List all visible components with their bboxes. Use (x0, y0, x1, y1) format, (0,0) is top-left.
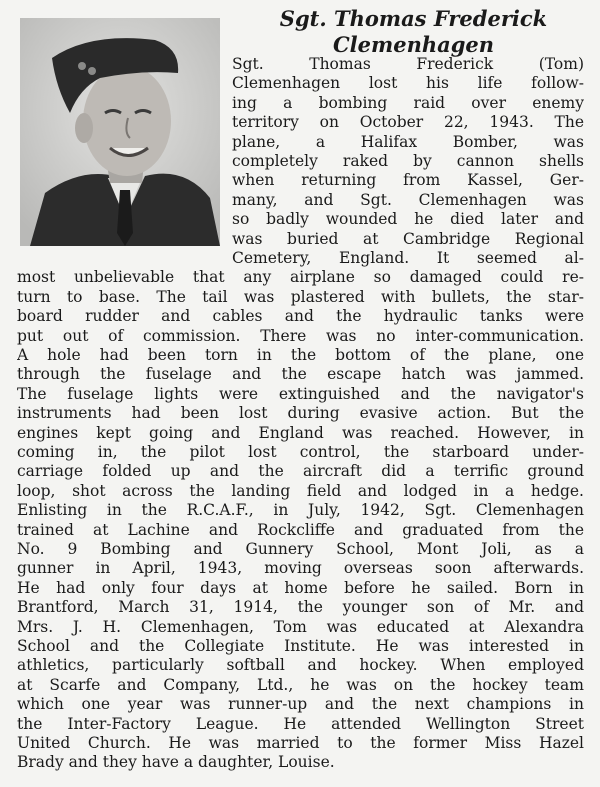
article-line: A hole had been torn in the bottom of the plane, one (17, 346, 584, 364)
article-line: trained at Lachine and Rockcliffe and graduated from the (17, 520, 584, 539)
article-line: Sgt. Thomas Frederick (Tom) (232, 55, 584, 73)
article-line: No. 9 Bombing and Gunnery School, Mont Joli, as a (17, 540, 584, 558)
article-line: so badly wounded he died later and (232, 210, 584, 229)
article-line: turn to base. The tail was plastered with bullets, the star- (17, 287, 584, 306)
article-line: ing a bombing raid over enemy (232, 93, 584, 112)
article-line: Mrs. J. H. Clemenhagen, Tom was educated at Alexandra (17, 617, 584, 636)
article-line: which one year was runner-up and the next champions in (17, 695, 584, 714)
article-line: The fuselage lights were extinguished and the navigator's (17, 384, 584, 403)
article-line: carriage folded up and the aircraft did a terrific ground (17, 462, 584, 481)
article-line: engines kept going and England was reached. However, in (17, 423, 584, 442)
article-line: at Scarfe and Company, Ltd., he was on the hockey team (17, 675, 584, 694)
article-line: Brantford, March 31, 1914, the younger son of Mr. and (17, 598, 584, 617)
article-line: when returning from Kassel, Ger- (232, 171, 584, 190)
article-line: School and the Collegiate Institute. He was interested in (17, 637, 584, 655)
article-line: many, and Sgt. Clemenhagen was (232, 190, 584, 209)
article-line: the Inter-Factory League. He attended Wellington Street (17, 714, 584, 733)
article-line: plane, a Halifax Bomber, was (232, 132, 584, 151)
portrait-illustration (20, 18, 220, 246)
article-line: territory on October 22, 1943. The (232, 113, 584, 132)
title-line-2: Clemenhagen (332, 32, 495, 57)
article-line: Clemenhagen lost his life follow- (232, 74, 584, 93)
article-line: through the fuselage and the escape hatch was jammed. (17, 365, 584, 384)
article-line: completely raked by cannon shells (232, 152, 584, 170)
article-line: most unbelievable that any airplane so damaged could re- (17, 268, 584, 287)
article-line: board rudder and cables and the hydraulic tanks were (17, 307, 584, 326)
article-line: He had only four days at home before he sailed. Born in (17, 578, 584, 597)
article-line: United Church. He was married to the former Miss Hazel (17, 734, 584, 752)
article-line: loop, shot across the landing field and lodged in a hedge. (17, 481, 584, 500)
title-line-1: Sgt. Thomas Frederick (279, 6, 548, 31)
article-line: gunner in April, 1943, moving overseas soon afterwards. (17, 559, 584, 578)
article-line: Enlisting in the R.C.A.F., in July, 1942, Sgt. Clemenhagen (17, 501, 584, 520)
article-line: athletics, particularly softball and hockey. When employed (17, 656, 584, 675)
article-line: coming in, the pilot lost control, the starboard under- (17, 443, 584, 461)
article-line: was buried at Cambridge Regional (232, 229, 584, 248)
article-line: Brady and they have a daughter, Louise. (17, 753, 335, 772)
article-line: instruments had been lost during evasive action. But the (17, 404, 584, 423)
article-line: put out of commission. There was no inter-communication. (17, 326, 584, 345)
portrait-photo (20, 18, 220, 246)
article-line: Cemetery, England. It seemed al- (232, 249, 584, 267)
article-title (236, 6, 591, 58)
